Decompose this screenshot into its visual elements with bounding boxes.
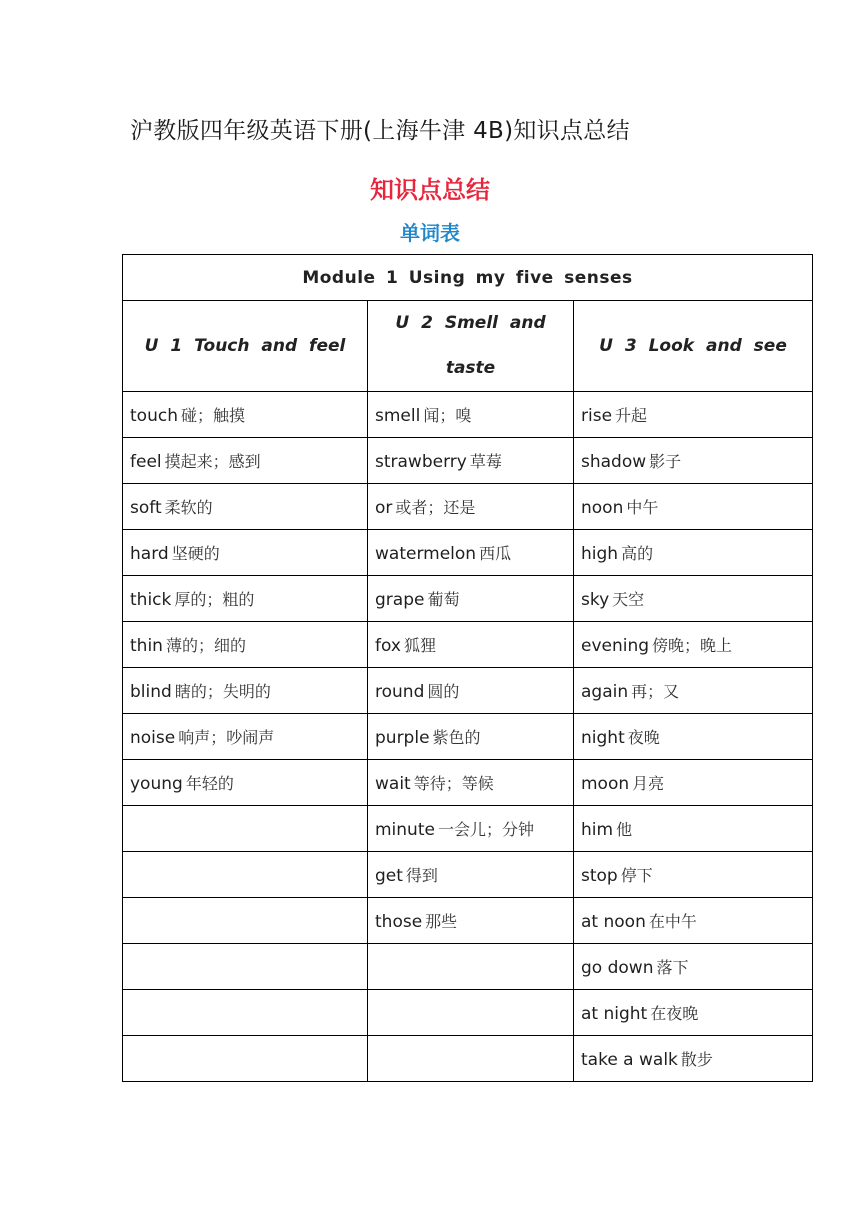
vocab-cell	[123, 668, 368, 714]
vocab-cell	[368, 530, 574, 576]
table-row	[123, 714, 813, 760]
unit-1-header: U 1 Touch and feel	[123, 301, 368, 392]
vocab-word: hard	[130, 544, 169, 564]
vocab-word: take a walk	[581, 1050, 678, 1070]
vocab-cell	[123, 852, 368, 898]
vocab-meaning: 等待；等候	[413, 774, 494, 793]
table-row	[123, 944, 813, 990]
vocab-word: get	[375, 866, 403, 886]
vocabulary-table-body	[123, 392, 813, 1082]
vocab-cell	[368, 898, 574, 944]
vocab-cell	[368, 990, 574, 1036]
vocab-meaning: 坚硬的	[171, 544, 220, 563]
vocab-cell	[368, 392, 574, 438]
vocab-word: soft	[130, 498, 162, 518]
vocab-meaning: 影子	[649, 452, 682, 471]
vocab-cell	[368, 484, 574, 530]
vocab-cell	[123, 622, 368, 668]
vocab-word: noise	[130, 728, 176, 748]
vocab-meaning: 得到	[405, 866, 438, 885]
vocab-meaning: 年轻的	[185, 774, 234, 793]
vocab-meaning: 落下	[656, 958, 689, 977]
vocab-cell	[574, 806, 813, 852]
vocab-word: wait	[375, 774, 411, 794]
table-row	[123, 576, 813, 622]
vocab-word: or	[375, 498, 393, 518]
table-row	[123, 898, 813, 944]
vocab-word: thick	[130, 590, 172, 610]
vocab-meaning: 天空	[612, 590, 645, 609]
vocab-word: minute	[375, 820, 435, 840]
vocab-meaning: 葡萄	[427, 590, 460, 609]
vocab-meaning: 草莓	[469, 452, 502, 471]
vocab-cell	[574, 438, 813, 484]
vocab-cell	[368, 944, 574, 990]
vocab-word: at night	[581, 1004, 648, 1024]
vocab-cell	[368, 806, 574, 852]
vocab-word: thin	[130, 636, 163, 656]
vocab-cell	[123, 438, 368, 484]
vocab-word: watermelon	[375, 544, 477, 564]
vocab-cell	[574, 944, 813, 990]
vocab-word: round	[375, 682, 425, 702]
vocab-cell	[368, 714, 574, 760]
vocab-meaning: 中午	[626, 498, 659, 517]
document-title: 沪教版四年级英语下册(上海牛津 4B)知识点总结	[130, 118, 630, 144]
table-row	[123, 392, 813, 438]
vocab-cell	[123, 944, 368, 990]
vocab-meaning: 紫色的	[432, 728, 481, 747]
vocab-word: stop	[581, 866, 618, 886]
table-row	[123, 530, 813, 576]
unit-2-header: U 2 Smell and taste	[368, 301, 574, 392]
vocab-meaning: 摸起来；感到	[164, 452, 261, 471]
vocab-cell	[123, 806, 368, 852]
vocab-meaning: 响声；吵闹声	[178, 728, 275, 747]
vocab-word: young	[130, 774, 183, 794]
vocab-cell	[574, 484, 813, 530]
vocab-meaning: 厚的；粗的	[174, 590, 255, 609]
vocab-cell	[123, 392, 368, 438]
vocab-cell	[368, 668, 574, 714]
vocab-cell	[123, 576, 368, 622]
vocab-meaning: 升起	[615, 406, 648, 425]
vocabulary-table	[122, 254, 813, 1082]
vocab-meaning: 或者；还是	[395, 498, 476, 517]
vocab-meaning: 散步	[680, 1050, 713, 1069]
vocab-meaning: 在中午	[648, 912, 697, 931]
table-row	[123, 806, 813, 852]
table-row	[123, 1036, 813, 1082]
vocab-cell	[574, 898, 813, 944]
vocab-meaning: 闻；嗅	[423, 406, 472, 425]
vocab-word: strawberry	[375, 452, 467, 472]
vocab-meaning: 碰；触摸	[180, 406, 245, 425]
vocab-word: again	[581, 682, 629, 702]
vocab-cell	[123, 530, 368, 576]
vocab-cell	[574, 530, 813, 576]
vocab-meaning: 西瓜	[479, 544, 512, 563]
vocab-cell	[368, 438, 574, 484]
module-header-row	[123, 255, 813, 301]
vocab-word: him	[581, 820, 614, 840]
vocab-meaning: 月亮	[632, 774, 665, 793]
table-row	[123, 438, 813, 484]
module-title: Module 1 Using my five senses	[123, 255, 813, 301]
vocab-meaning: 高的	[621, 544, 654, 563]
table-row	[123, 852, 813, 898]
vocab-cell	[574, 1036, 813, 1082]
vocab-meaning: 瞎的；失明的	[174, 682, 271, 701]
vocab-meaning: 傍晚；晚上	[652, 636, 733, 655]
vocab-meaning: 薄的；细的	[165, 636, 246, 655]
vocab-meaning: 圆的	[427, 682, 460, 701]
vocab-word: night	[581, 728, 625, 748]
vocab-word: fox	[375, 636, 401, 656]
vocab-word: at noon	[581, 912, 646, 932]
vocab-cell	[123, 484, 368, 530]
vocab-word: moon	[581, 774, 630, 794]
vocab-word: grape	[375, 590, 425, 610]
vocab-word: those	[375, 912, 423, 932]
vocab-cell	[123, 714, 368, 760]
vocab-cell	[123, 1036, 368, 1082]
vocab-word: go down	[581, 958, 654, 978]
unit-header-row	[123, 301, 813, 392]
vocab-word: purple	[375, 728, 430, 748]
vocabulary-heading: 单词表	[400, 221, 460, 245]
vocab-word: blind	[130, 682, 172, 702]
vocab-cell	[123, 898, 368, 944]
vocab-meaning: 狐狸	[403, 636, 436, 655]
vocab-word: high	[581, 544, 619, 564]
vocab-cell	[574, 760, 813, 806]
vocab-cell	[574, 392, 813, 438]
table-row	[123, 622, 813, 668]
vocab-word: sky	[581, 590, 610, 610]
vocab-cell	[574, 990, 813, 1036]
vocab-cell	[574, 852, 813, 898]
vocab-word: smell	[375, 406, 421, 426]
table-row	[123, 760, 813, 806]
vocab-meaning: 柔软的	[164, 498, 213, 517]
vocab-meaning: 停下	[620, 866, 653, 885]
vocab-cell	[574, 622, 813, 668]
table-row	[123, 668, 813, 714]
vocab-word: shadow	[581, 452, 647, 472]
vocab-cell	[574, 576, 813, 622]
vocab-cell	[368, 576, 574, 622]
vocab-meaning: 那些	[425, 912, 458, 931]
vocab-cell	[368, 622, 574, 668]
vocab-cell	[368, 1036, 574, 1082]
table-row	[123, 990, 813, 1036]
vocab-cell	[123, 760, 368, 806]
vocab-word: noon	[581, 498, 624, 518]
vocab-word: feel	[130, 452, 162, 472]
vocab-meaning: 夜晚	[627, 728, 660, 747]
vocab-cell	[574, 668, 813, 714]
vocab-word: evening	[581, 636, 650, 656]
vocab-meaning: 一会儿；分钟	[437, 820, 534, 839]
vocab-cell	[123, 990, 368, 1036]
section-heading: 知识点总结	[370, 176, 490, 204]
vocab-word: touch	[130, 406, 178, 426]
vocab-cell	[368, 852, 574, 898]
vocab-cell	[574, 714, 813, 760]
vocab-cell	[368, 760, 574, 806]
vocab-meaning: 他	[616, 820, 633, 839]
table-row	[123, 484, 813, 530]
vocab-word: rise	[581, 406, 613, 426]
unit-3-header: U 3 Look and see	[574, 301, 813, 392]
vocab-meaning: 在夜晚	[650, 1004, 699, 1023]
vocab-meaning: 再；又	[631, 682, 680, 701]
